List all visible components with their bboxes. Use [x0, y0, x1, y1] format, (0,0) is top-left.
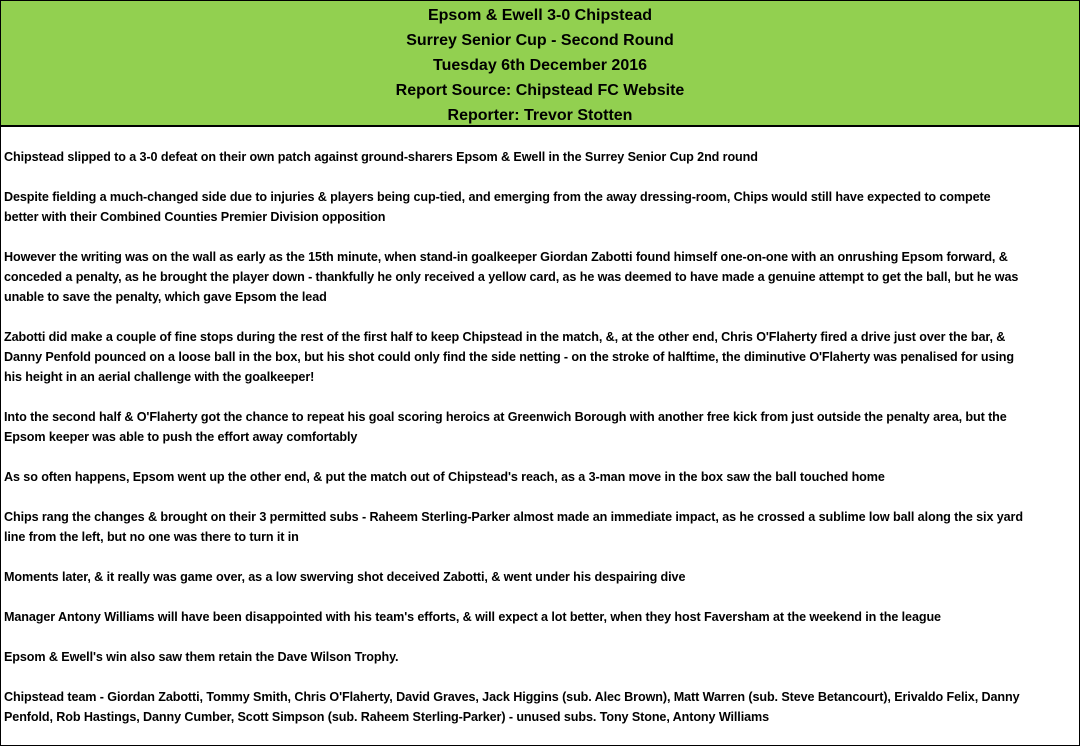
report-paragraph [4, 687, 1077, 727]
paragraph-line: Epsom & Ewell's win also saw them retain the Dave Wilson Trophy. [4, 650, 399, 664]
paragraph-line: Chips rang the changes & brought on their 3 permitted subs - Raheem Sterling-Parker almost made an immediate impact, as he crossed a sublime low ball along the six yard [4, 510, 1023, 524]
paragraph-line: line from the left, but no one was there to turn it in [4, 530, 299, 544]
paragraph-line: Zabotti did make a couple of fine stops during the rest of the first half to keep Chipstead in the match, &, at the other end, Chris O'Flaherty fired a drive just over the bar, & [4, 330, 1006, 344]
paragraph-line: conceded a penalty, as he brought the player down - thankfully he only received a yellow card, as he was deemed to have made a genuine attempt to get the ball, but he was [4, 270, 1019, 284]
report-paragraph [4, 407, 1077, 447]
report-paragraph [4, 567, 1077, 587]
report-paragraph [4, 467, 1077, 487]
competition-title: Surrey Senior Cup - Second Round [406, 32, 674, 49]
paragraph-line: better with their Combined Counties Premier Division opposition [4, 210, 386, 224]
paragraph-line: Chipstead team - Giordan Zabotti, Tommy Smith, Chris O'Flaherty, David Graves, Jack Higgins (sub. Alec Brown), Matt Warren (sub. Steve Betancourt), Erivaldo Felix, Danny [4, 690, 1020, 704]
paragraph-line: unable to save the penalty, which gave Epsom the lead [4, 290, 327, 304]
report-source: Report Source: Chipstead FC Website [395, 82, 685, 99]
report-paragraph [4, 607, 1077, 627]
reporter: Reporter: Trevor Stotten [447, 107, 633, 124]
report-header [1, 1, 1079, 127]
report-paragraph [4, 187, 1077, 227]
report-paragraph [4, 147, 1077, 167]
paragraph-line: Manager Antony Williams will have been disappointed with his team's efforts, & will expect a lot better, when they host Faversham at the weekend in the league [4, 610, 941, 624]
paragraph-line: Epsom keeper was able to push the effort away comfortably [4, 430, 358, 444]
paragraph-line: Chipstead slipped to a 3-0 defeat on their own patch against ground-sharers Epsom & Ewell in the Surrey Senior Cup 2nd round [4, 150, 758, 164]
report-paragraph [4, 507, 1077, 547]
report-paragraph [4, 647, 1077, 667]
paragraph-line: Moments later, & it really was game over, as a low swerving shot deceived Zabotti, & went under his despairing dive [4, 570, 686, 584]
report-paragraph [4, 327, 1077, 387]
paragraph-line: Despite fielding a much-changed side due to injuries & players being cup-tied, and emerging from the away dressing-room, Chips would still have expected to compete [4, 190, 991, 204]
paragraph-line: Penfold, Rob Hastings, Danny Cumber, Scott Simpson (sub. Raheem Sterling-Parker) - unused subs. Tony Stone, Antony Williams [4, 710, 770, 724]
paragraph-line: his height in an aerial challenge with the goalkeeper! [4, 370, 315, 384]
paragraph-line: However the writing was on the wall as early as the 15th minute, when stand-in goalkeeper Giordan Zabotti found himself one-on-one with an onrushing Epsom forward, & [4, 250, 1008, 264]
paragraph-line: As so often happens, Epsom went up the other end, & put the match out of Chipstead's reach, as a 3-man move in the box saw the ball touched home [4, 470, 885, 484]
report-paragraph [4, 247, 1077, 307]
match-date: Tuesday 6th December 2016 [432, 57, 648, 74]
paragraph-line: Into the second half & O'Flaherty got the chance to repeat his goal scoring heroics at Greenwich Borough with another free kick from just outside the penalty area, but the [4, 410, 1007, 424]
paragraph-line: Danny Penfold pounced on a loose ball in the box, but his shot could only find the side netting - on the stroke of halftime, the diminutive O'Flaherty was penalised for using [4, 350, 1014, 364]
match-title: Epsom & Ewell 3-0 Chipstead [427, 7, 653, 24]
